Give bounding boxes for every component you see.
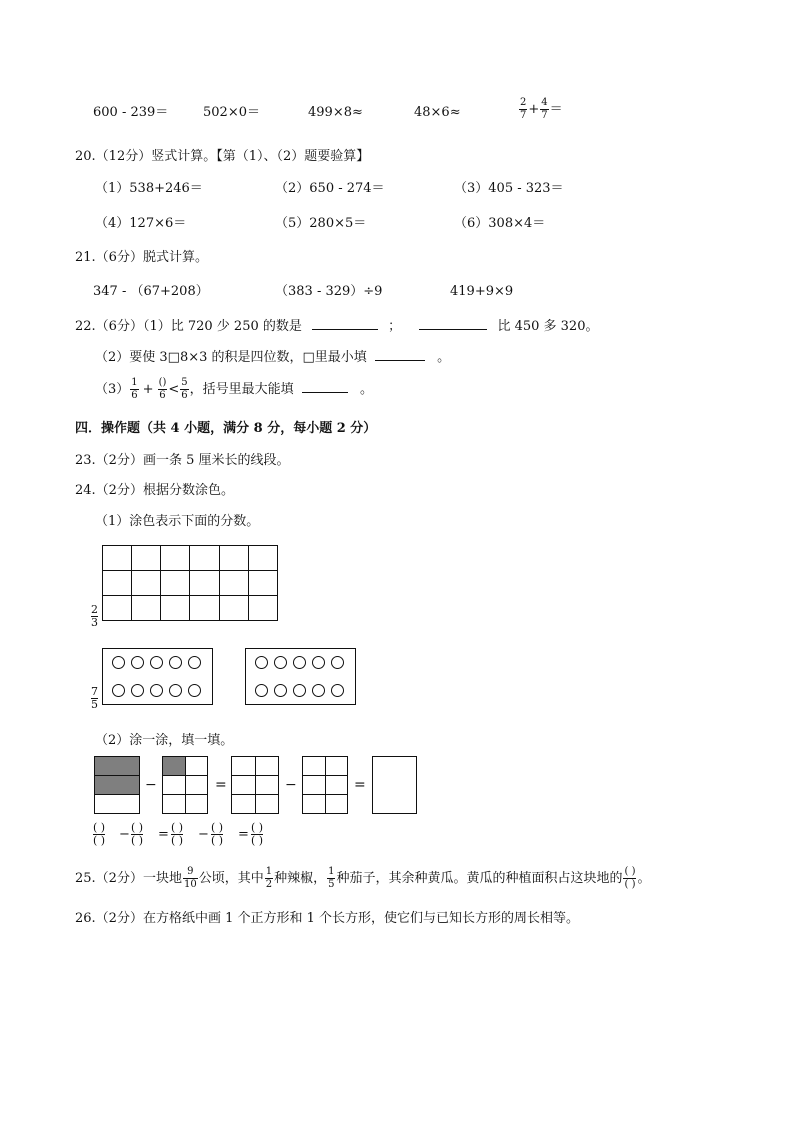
equals-sign: = <box>158 827 169 842</box>
equals-sign: = <box>215 777 227 793</box>
circle[interactable] <box>312 684 325 697</box>
answer-blank[interactable] <box>312 317 378 330</box>
q22-line-2: （2）要使 3□8×3 的积是四位数，□里最小填 。 <box>95 350 451 365</box>
circle[interactable] <box>150 684 163 697</box>
q23: 23.（2分）画一条 5 厘米长的线段。 <box>75 453 290 468</box>
q19-expr-5: $\frac{2}{7}$ + $\frac{4}{7}$ ＝ <box>520 97 563 121</box>
fraction: $\frac{5}{6}$ <box>181 377 188 401</box>
paren-fraction[interactable]: ( ) ( ) <box>211 821 224 847</box>
circle[interactable] <box>274 684 287 697</box>
circle[interactable] <box>188 656 201 669</box>
answer-blank[interactable] <box>375 348 425 361</box>
circle[interactable] <box>112 656 125 669</box>
q20-item-2: （2）650 - 274＝ <box>275 181 385 196</box>
circle[interactable] <box>131 684 144 697</box>
q24-title: 24.（2分）根据分数涂色。 <box>75 483 234 498</box>
fraction: $\frac{9}{10}$ <box>183 866 197 890</box>
grid-3x2[interactable] <box>162 756 208 814</box>
circle[interactable] <box>150 656 163 669</box>
q21-item-2: （383 - 329）÷9 <box>275 284 383 299</box>
circle[interactable] <box>331 684 344 697</box>
fraction: $\frac{1}{5}$ <box>328 866 335 890</box>
circle[interactable] <box>274 656 287 669</box>
minus-sign: − <box>119 827 130 842</box>
minus-sign: − <box>145 777 157 793</box>
circle[interactable] <box>255 656 268 669</box>
fraction: $\frac{1}{2}$ <box>265 866 273 890</box>
circle[interactable] <box>169 684 182 697</box>
fraction: $\frac{4}{7}$ <box>541 97 548 121</box>
paren-fraction[interactable]: ( ) ( ) <box>251 821 264 847</box>
circle[interactable] <box>293 656 306 669</box>
q24-sub-2: （2）涂一涂，填一填。 <box>95 733 234 748</box>
blank-rectangle[interactable] <box>372 756 417 814</box>
grid-3x2[interactable] <box>302 756 348 814</box>
q21-item-3: 419+9×9 <box>450 284 514 299</box>
grid-3x2[interactable] <box>231 756 279 814</box>
grid-3x6[interactable] <box>102 545 278 621</box>
q20-item-3: （3）405 - 323＝ <box>454 181 564 196</box>
q19-expr-1: 600 - 239＝ <box>93 105 169 120</box>
answer-blank[interactable] <box>302 380 348 393</box>
q20-item-4: （4）127×6＝ <box>95 216 187 231</box>
paren-fraction[interactable]: ( ) ( ) <box>131 821 144 847</box>
circle-box-1[interactable] <box>102 648 213 705</box>
fraction: $\frac{()}{6}$ <box>158 377 167 401</box>
paren-fraction[interactable]: ( ) ( ) <box>93 821 106 847</box>
shape-3-rows[interactable] <box>94 756 140 814</box>
fraction: $\frac{2}{7}$ <box>520 97 527 121</box>
fraction: $\frac{1}{6}$ <box>131 377 138 401</box>
fraction-label: 2 3 <box>91 603 98 629</box>
q20-item-6: （6）308×4＝ <box>454 216 546 231</box>
q22-line-3: （3） $\frac{1}{6}$ + $\frac{()}{6}$ < $\frac{5}{6}$ ，括号里最大能填 。 <box>95 377 373 401</box>
q25: 25.（2分）一块地 $\frac{9}{10}$ 公顷，其中 $\frac{1}{2}$ 种辣椒， $\frac{1}{5}$ 种茄子，其余种黄瓜。黄瓜的种植面积占这块地的 $\frac{( )}{( )}$ 。 <box>75 866 651 890</box>
q22-line-1: 22.（6分）（1）比 720 少 250 的数是 ； 比 450 多 320。 <box>75 319 599 334</box>
q19-expr-3: 499×8≈ <box>308 105 363 120</box>
circle[interactable] <box>169 656 182 669</box>
paren-fraction[interactable]: ( ) ( ) <box>171 821 184 847</box>
minus-sign: − <box>285 777 297 793</box>
q20-item-5: （5）280×5＝ <box>275 216 367 231</box>
circle[interactable] <box>188 684 201 697</box>
fraction-label: 7 5 <box>91 685 98 711</box>
q19-expr-2: 502×0＝ <box>203 105 260 120</box>
circle[interactable] <box>293 684 306 697</box>
circle[interactable] <box>312 656 325 669</box>
circle[interactable] <box>131 656 144 669</box>
answer-fraction[interactable]: $\frac{( )}{( )}$ <box>624 866 636 890</box>
minus-sign: − <box>198 827 209 842</box>
circle[interactable] <box>112 684 125 697</box>
equals-sign: = <box>354 777 366 793</box>
answer-blank[interactable] <box>419 317 487 330</box>
section-heading: 四．操作题（共 4 小题，满分 8 分，每小题 2 分） <box>75 421 377 436</box>
q24-sub-1: （1）涂色表示下面的分数。 <box>95 514 260 529</box>
q20-item-1: （1）538+246＝ <box>95 181 203 196</box>
equals-sign: = <box>238 827 249 842</box>
q26: 26.（2分）在方格纸中画 1 个正方形和 1 个长方形，使它们与已知长方形的周长相等。 <box>75 911 580 926</box>
circle[interactable] <box>331 656 344 669</box>
q21-title: 21.（6分）脱式计算。 <box>75 250 208 265</box>
circle[interactable] <box>255 684 268 697</box>
q19-expr-4: 48×6≈ <box>414 105 461 120</box>
q21-item-1: 347 - （67+208） <box>93 284 209 299</box>
q20-title: 20.（12分）竖式计算。【第（1）、（2）题要验算】 <box>75 149 370 164</box>
circle-box-2[interactable] <box>245 648 356 705</box>
